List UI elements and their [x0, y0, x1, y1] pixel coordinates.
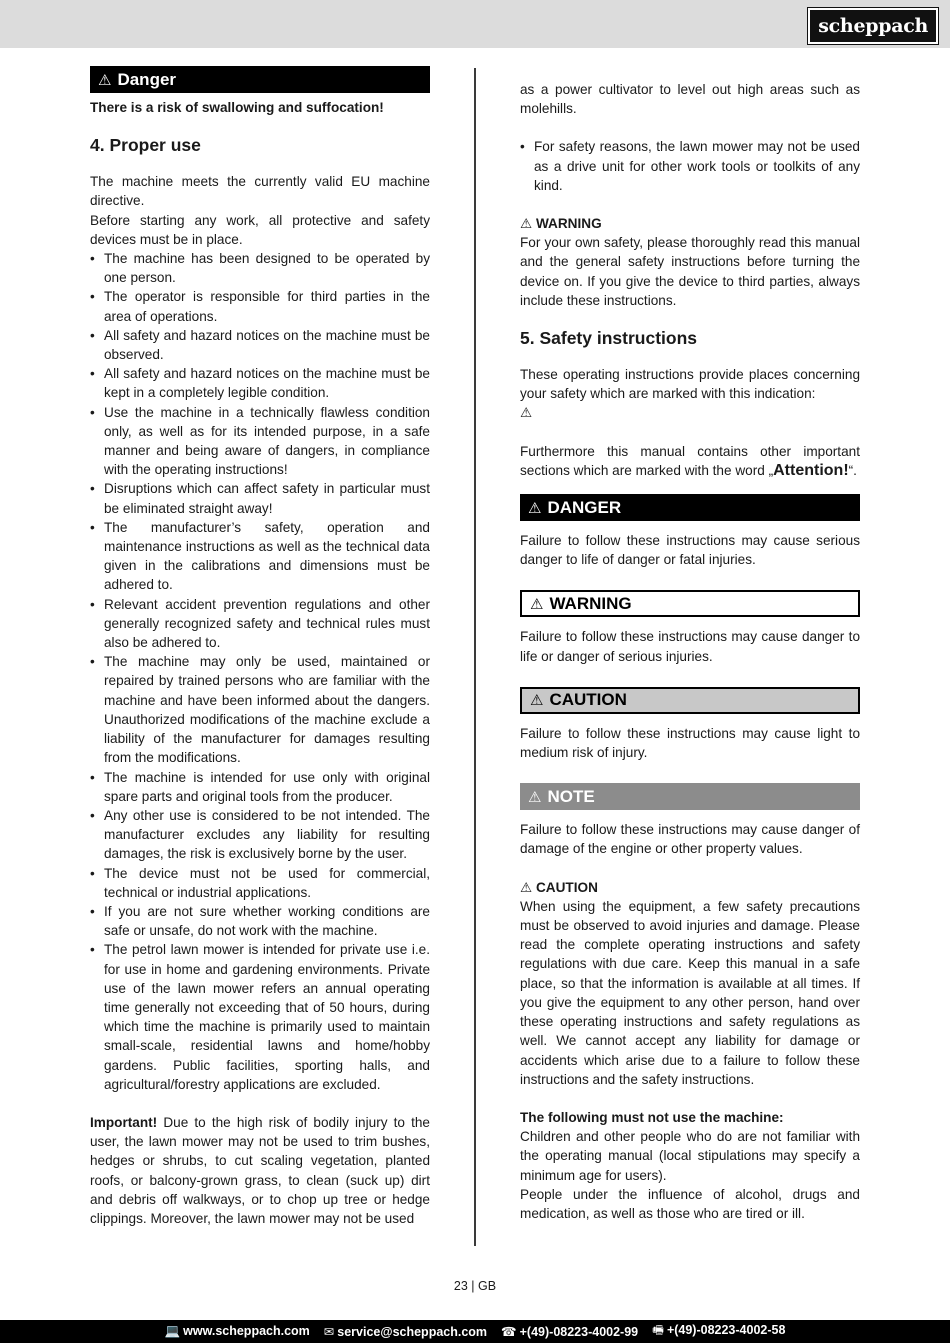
caution-text: When using the equipment, a few safety precautions must be observed to avoid injuries and damage. Please read the complete operating instructions and safety regulations with due care. Keep this manual in a safe place, so that the information is available at all times. If you give the equipment to any other person, hand over these operating instructions and safety regulations as well. We cannot accept any liability for damage or accidents which arise due to a failure to follow these instructions and the safety instructions. — [520, 898, 860, 1087]
list-item: • The operator is responsible for third parties in the area of operations. — [90, 287, 430, 325]
fax-number: +(49)-08223-4002-58 — [666, 1323, 786, 1337]
footer-email[interactable] — [324, 1324, 487, 1339]
caution-box-text: Failure to follow these instructions may cause light to medium risk of injury. — [520, 725, 860, 761]
danger-text: There is a risk of swallowing and suffocation! — [90, 100, 384, 115]
left-column — [90, 66, 430, 1228]
list-item: • The manufacturer’s safety, operation and maintenance instructions as well as the technical data given in the calibrations and dimensions must be adhered to. — [90, 518, 430, 595]
list-item: • For safety reasons, the lawn mower may not be used as a drive unit for other work tools or toolkits of any kind. — [520, 137, 860, 195]
list-item: • Disruptions which can affect safety in particular must be eliminated straight away! — [90, 479, 430, 517]
attention-paragraph — [520, 442, 860, 480]
caution-heading — [520, 878, 860, 897]
list-item: • The machine is intended for use only with original spare parts and original tools from the producer. — [90, 768, 430, 806]
section-5-title: 5. Safety instructions — [520, 328, 697, 349]
phone-number: +(49)-08223-4002-99 — [519, 1325, 639, 1339]
warning-heading — [520, 214, 860, 233]
note-box-label: NOTE — [547, 786, 595, 806]
list-item: • The device must not be used for commercial, technical or industrial applications. — [90, 864, 430, 902]
danger-label: Danger — [117, 69, 177, 89]
caution-box-header — [520, 687, 860, 714]
important-paragraph — [90, 1113, 430, 1228]
list-item: • The petrol lawn mower is intended for private use i.e. for use in home and gardening environments. Private use of the lawn mower refers an annual operating time generally not exceeding that of 50 hours, during which time the machine is primarily used to maintain small-scale, residential lawns and home/hobby gardens. Public facilities, sporting halls, and agricultural/forestry applications are excluded. — [90, 940, 430, 1094]
list-item: • All safety and hazard notices on the machine must be observed. — [90, 326, 430, 364]
footer-fax — [652, 1321, 785, 1342]
top-bar — [0, 0, 950, 48]
warning-box-header — [520, 590, 860, 617]
list-item: • Relevant accident prevention regulations and other generally recognized safety and technical rules must also be adhered to. — [90, 595, 430, 653]
warning-triangle-icon: ⚠ — [520, 405, 533, 421]
warning-triangle-icon: ⚠ — [528, 788, 542, 806]
important-label: Important! — [90, 1114, 158, 1130]
warning-box-text: Failure to follow these instructions may cause danger to life or danger of serious injuries. — [520, 629, 860, 664]
intro-paragraph-2: Before starting any work, all protective and safety devices must be in place. — [90, 212, 430, 247]
warning-triangle-icon: ⚠ — [528, 499, 542, 517]
safety-bullet-list — [520, 137, 860, 195]
page-number: 23 | GB — [453, 1279, 497, 1293]
continued-text: as a power cultivator to level out high areas such as molehills. — [520, 82, 860, 117]
warning-triangle-icon: ⚠ — [530, 692, 544, 710]
right-column — [520, 80, 860, 1223]
column-divider — [474, 68, 476, 1246]
attention-text-a: Furthermore this manual contains other important sections which are marked with the word „ — [520, 443, 860, 478]
list-item: • The machine may only be used, maintained or repaired by trained persons who are familiar with the machine and have been informed about the dangers. Unauthorized modifications of the machine exclude a liability of the manufacturer for damages resulting from the modifications. — [90, 652, 430, 767]
list-item: • Use the machine in a technically flawless condition only, as well as for its intended purpose, in a safe manner and being aware of dangers, in compliance with the operating instructions! — [90, 403, 430, 480]
warning-box-label: WARNING — [549, 593, 632, 613]
note-box-text: Failure to follow these instructions may cause danger of damage of the engine or other property values. — [520, 822, 860, 857]
section-4-title: 4. Proper use — [90, 135, 201, 156]
list-item: • The machine has been designed to be operated by one person. — [90, 249, 430, 287]
footer-bar — [0, 1320, 950, 1343]
warning-triangle-icon: ⚠ — [520, 216, 533, 232]
warning-triangle-icon: ⚠ — [520, 879, 533, 895]
caution-label: CAUTION — [535, 879, 598, 895]
intro-paragraph-1: The machine meets the currently valid EU machine directive. — [90, 174, 430, 209]
important-text: Due to the high risk of bodily injury to the user, the lawn mower may not be used to trim bushes, hedges or shrubs, to cut scaling vegetation, planted roofs, or balcony-grown grass, to clean (suck up) dirt and debris off walkways, or to chop up tree or hedge clippings. Moreover, the lawn mower may not be used — [90, 1114, 430, 1226]
attention-word: Attention! — [773, 461, 849, 479]
must-not-text-1: Children and other people who do are not familiar with the operating manual (local stipulations may specify a minimum age for users). — [520, 1129, 860, 1183]
footer-website[interactable] — [165, 1324, 310, 1339]
danger-box-label: DANGER — [547, 497, 622, 517]
note-box-header — [520, 783, 860, 810]
attention-text-b: “. — [848, 462, 857, 478]
website-link[interactable]: www.scheppach.com — [183, 1324, 310, 1338]
scheppach-logo: scheppach — [808, 8, 938, 44]
email-link[interactable]: service@scheppach.com — [337, 1325, 488, 1339]
must-not-title: The following must not use the machine: — [520, 1109, 784, 1125]
caution-box-label: CAUTION — [549, 690, 627, 710]
list-item: • If you are not sure whether working conditions are safe or unsafe, do not work with the machine. — [90, 902, 430, 940]
list-item: • Any other use is considered to be not intended. The manufacturer excludes any liability for resulting damages, the risk is exclusively borne by the user. — [90, 806, 430, 864]
footer-phone — [501, 1324, 638, 1339]
phone-icon: ☎ — [501, 1325, 517, 1339]
danger-box-header — [520, 494, 860, 521]
must-not-text-2: People under the influence of alcohol, drugs and medication, as well as those who are tired or ill. — [520, 1186, 860, 1221]
list-item: • All safety and hazard notices on the machine must be kept in a completely legible condition. — [90, 364, 430, 402]
fax-icon: 🖷 — [652, 1323, 664, 1337]
warning-triangle-icon: ⚠ — [98, 71, 112, 89]
proper-use-list — [90, 249, 430, 1094]
safety-intro-text: These operating instructions provide places concerning your safety which are marked with this indication: — [520, 367, 860, 402]
danger-header — [90, 66, 430, 93]
computer-icon: 💻 — [164, 1324, 181, 1338]
warning-triangle-icon: ⚠ — [530, 595, 544, 613]
warning-text: For your own safety, please thoroughly read this manual and the general safety instructions before turning the device on. If you give the device to third parties, always include these instructions. — [520, 235, 860, 308]
danger-box-text: Failure to follow these instructions may cause serious danger to life of danger or fatal injuries. — [520, 533, 860, 568]
envelope-icon: ✉ — [323, 1325, 335, 1339]
warning-label: WARNING — [535, 216, 602, 232]
